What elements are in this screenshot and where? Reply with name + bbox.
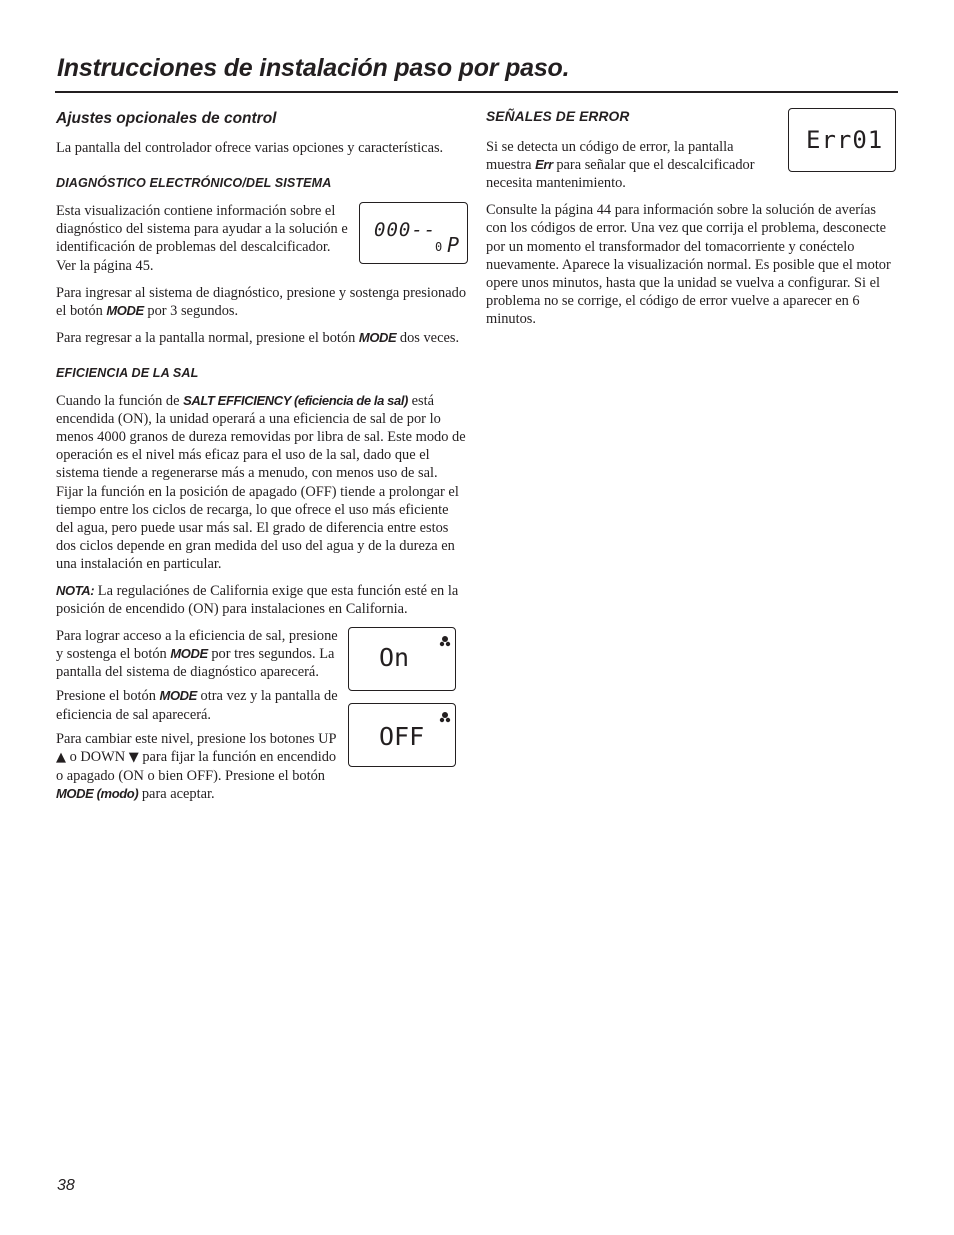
- mode-key: MODE: [170, 646, 208, 662]
- mode-key: MODE: [106, 302, 144, 318]
- mode-key: MODE: [358, 329, 397, 345]
- diagnostic-display-small: 0: [435, 240, 443, 255]
- section-heading-control: Ajustes opcionales de control: [56, 110, 277, 127]
- note-label: NOTA:: [56, 582, 95, 598]
- salt-paragraph-3: Para lograr acceso a la eficiencia de sal, presione y sostenga el botón MODE por tres segundos. La pantalla del sistema de diagnóstico aparecerá.: [56, 628, 338, 681]
- salt-note: NOTA: La regulaciónes de California exige que esta función esté en la posición de encendido (ON) para instalaciones en California.: [56, 582, 459, 618]
- error-display: [788, 108, 896, 172]
- right-column: [486, 108, 898, 337]
- salt-icon: [440, 712, 450, 722]
- salt-paragraph-4: Presione el botón MODE otra vez y la pantalla de eficiencia de sal aparecerá.: [56, 688, 338, 723]
- section-heading-diagnostics: DIAGNÓSTICO ELECTRÓNICO/DEL SISTEMA: [56, 176, 332, 191]
- title-rule: [55, 91, 898, 93]
- diagnostic-display: [359, 202, 468, 264]
- err-code-label: Err: [535, 157, 553, 173]
- salt-paragraph-5: Para cambiar este nivel, presione los botones UP ▲ o DOWN ▼ para fijar la función en encendido o apagado (ON o bien OFF). Presione el botón MODE (modo) para aceptar.: [56, 730, 337, 802]
- salt-efficiency-key: SALT EFFICIENCY (eficiencia de la sal): [183, 393, 408, 409]
- intro-paragraph: La pantalla del controlador ofrece varias opciones y características.: [56, 140, 444, 157]
- salt-paragraph-1: Cuando la función de SALT EFFICIENCY (eficiencia de la sal) está encendida (ON), la unidad operará a una eficiencia de sal de por lo menos 4000 granos de dureza removidas por libra de sal. Este modo de operación es el nivel más eficaz para el uso de la sal, dado que el sistema tiende a regenerarse más a menudo, con menos uso de sal. Fijar la función en la posición de apagado (OFF) tiende a prolongar el tiempo entre los ciclos de recarga, lo que ofrece el uso más eficiente del agua, pero puede usar más sal. El grado de diferencia entre estos dos ciclos depende en gran medida del uso del agua y de la dureza en una instalación en particular.: [56, 393, 466, 572]
- salt-on-display-text: On: [379, 643, 410, 673]
- diagnostic-paragraph-2: Para ingresar al sistema de diagnóstico, presione y sostenga presionado el botón MODE por 3 segundos.: [56, 284, 467, 319]
- diagnostic-display-main: 000--: [374, 219, 437, 242]
- page-number: 38: [57, 1177, 75, 1194]
- salt-icon: [440, 636, 450, 646]
- mode-key: MODE (modo): [56, 785, 139, 801]
- salt-off-display: [348, 703, 456, 767]
- error-display-text: Err01: [806, 126, 884, 154]
- error-paragraph-1: Si se detecta un código de error, la pantalla muestra Err para señalar que el descalcificador necesita mantenimiento.: [486, 139, 755, 192]
- salt-on-display: [348, 627, 456, 691]
- up-arrow-icon: ▲: [56, 749, 66, 765]
- diagnostic-paragraph-3: Para regresar a la pantalla normal, presione el botón MODE dos veces.: [56, 329, 460, 346]
- error-paragraph-2: Consulte la página 44 para información sobre la solución de averías con los códigos de error. Una vez que corrija el problema, desconecte por un momento el transformador del tomacorriente y conéctelo nuevamente. Aparece la visualización normal. Es posible que el motor opere unos minutos, hasta que la unidad se vuelva a configurar. Si el problema no se corrige, el código de error vuelve a aparecer en 6 minutos.: [486, 202, 891, 327]
- mode-key: MODE: [159, 688, 197, 704]
- salt-off-display-text: OFF: [379, 722, 425, 752]
- down-arrow-icon: ▼: [128, 749, 139, 765]
- diagnostic-display-p: P: [447, 233, 460, 258]
- left-column: [56, 108, 468, 812]
- page-title: Instrucciones de instalación paso por paso.: [57, 54, 570, 82]
- section-heading-error-signals: SEÑALES DE ERROR: [486, 109, 630, 124]
- diagnostic-paragraph-1: Esta visualización contiene información sobre el diagnóstico del sistema para ayudar a la solución e identificación de problemas del descalcificador. Ver la página 45.: [56, 203, 348, 274]
- section-heading-salt-efficiency: EFICIENCIA DE LA SAL: [56, 365, 199, 380]
